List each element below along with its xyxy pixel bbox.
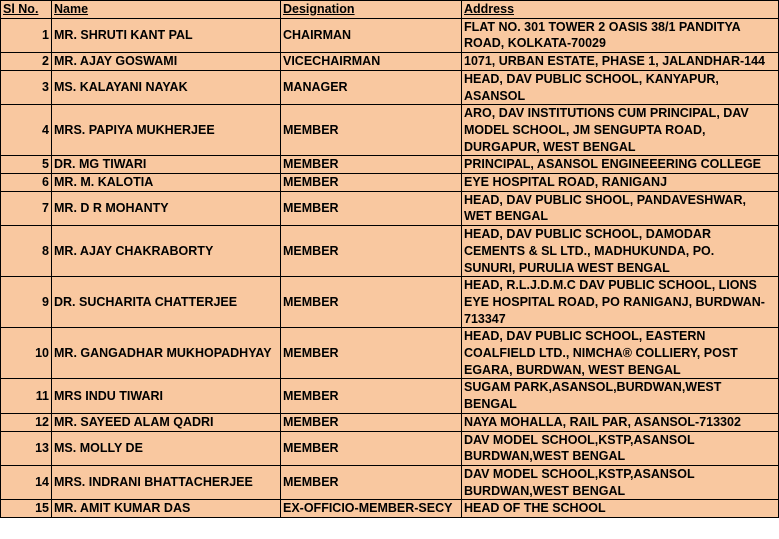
address-line: MODEL SCHOOL, JM SENGUPTA ROAD, bbox=[464, 122, 706, 137]
table-row bbox=[1, 18, 779, 52]
address-line: ARO, DAV INSTITUTIONS CUM PRINCIPAL, DAV bbox=[464, 106, 749, 121]
cell-address bbox=[462, 413, 779, 431]
cell-designation: MEMBER bbox=[281, 277, 462, 328]
cell-name: MR. AJAY GOSWAMI bbox=[52, 53, 281, 71]
address-line: ASANSOL bbox=[464, 88, 526, 103]
cell-sl-no: 3 bbox=[1, 70, 52, 104]
cell-address bbox=[462, 53, 779, 71]
table-row bbox=[1, 70, 779, 104]
address-line: WET BENGAL bbox=[464, 209, 549, 224]
address-line: BURDWAN,WEST BENGAL bbox=[464, 449, 626, 464]
table-row bbox=[1, 328, 779, 379]
address-line: 1071, URBAN ESTATE, PHASE 1, JALANDHAR-144 bbox=[464, 54, 765, 69]
table-row bbox=[1, 191, 779, 225]
table-row bbox=[1, 431, 779, 465]
address-line: HEAD, DAV PUBLIC SCHOOL, EASTERN bbox=[464, 329, 706, 344]
cell-name: DR. SUCHARITA CHATTERJEE bbox=[52, 277, 281, 328]
cell-address bbox=[462, 500, 779, 518]
address-line: PRINCIPAL, ASANSOL ENGINEEERING COLLEGE bbox=[464, 157, 762, 172]
table-body bbox=[1, 18, 779, 517]
cell-name: DR. MG TIWARI bbox=[52, 156, 281, 174]
cell-address bbox=[462, 70, 779, 104]
cell-sl-no: 4 bbox=[1, 105, 52, 156]
cell-designation: MEMBER bbox=[281, 191, 462, 225]
address-line: SUNURI, PURULIA WEST BENGAL bbox=[464, 260, 670, 275]
table-row bbox=[1, 277, 779, 328]
cell-designation: MEMBER bbox=[281, 226, 462, 277]
cell-name: MRS INDU TIWARI bbox=[52, 379, 281, 413]
cell-name: MS. KALAYANI NAYAK bbox=[52, 70, 281, 104]
cell-sl-no: 14 bbox=[1, 465, 52, 499]
cell-name: MR. SHRUTI KANT PAL bbox=[52, 18, 281, 52]
cell-sl-no: 10 bbox=[1, 328, 52, 379]
cell-address bbox=[462, 277, 779, 328]
cell-address bbox=[462, 431, 779, 465]
cell-sl-no: 15 bbox=[1, 500, 52, 518]
cell-name: MR. AJAY CHAKRABORTY bbox=[52, 226, 281, 277]
cell-designation: MANAGER bbox=[281, 70, 462, 104]
cell-designation: EX-OFFICIO-MEMBER-SECY bbox=[281, 500, 462, 518]
cell-sl-no: 6 bbox=[1, 174, 52, 192]
table-row bbox=[1, 226, 779, 277]
cell-address bbox=[462, 328, 779, 379]
address-line: NAYA MOHALLA, RAIL PAR, ASANSOL-713302 bbox=[464, 414, 741, 429]
cell-designation: MEMBER bbox=[281, 379, 462, 413]
cell-address bbox=[462, 226, 779, 277]
cell-sl-no: 2 bbox=[1, 53, 52, 71]
cell-designation: MEMBER bbox=[281, 431, 462, 465]
cell-designation: MEMBER bbox=[281, 465, 462, 499]
cell-designation: MEMBER bbox=[281, 174, 462, 192]
table-row bbox=[1, 174, 779, 192]
address-line: DURGAPUR, WEST BENGAL bbox=[464, 139, 636, 154]
header-row bbox=[1, 1, 779, 19]
cell-address bbox=[462, 18, 779, 52]
table-row bbox=[1, 379, 779, 413]
cell-sl-no: 12 bbox=[1, 413, 52, 431]
address-line: HEAD, R.L.J.D.M.C DAV PUBLIC SCHOOL, LIONS bbox=[464, 278, 757, 293]
address-line: FLAT NO. 301 TOWER 2 OASIS 38/1 PANDITYA bbox=[464, 19, 741, 34]
address-line: COALFIELD LTD., NIMCHA® COLLIERY, POST bbox=[464, 346, 738, 361]
cell-address bbox=[462, 379, 779, 413]
cell-designation: VICECHAIRMAN bbox=[281, 53, 462, 71]
cell-sl-no: 11 bbox=[1, 379, 52, 413]
cell-designation: MEMBER bbox=[281, 156, 462, 174]
table-row bbox=[1, 413, 779, 431]
cell-name: MR. GANGADHAR MUKHOPADHYAY bbox=[52, 328, 281, 379]
cell-name: MRS. PAPIYA MUKHERJEE bbox=[52, 105, 281, 156]
header-designation: Designation bbox=[281, 1, 462, 19]
address-line: EYE HOSPITAL ROAD, PO RANIGANJ, BURDWAN- bbox=[464, 294, 765, 309]
table-row bbox=[1, 53, 779, 71]
cell-name: MR. AMIT KUMAR DAS bbox=[52, 500, 281, 518]
cell-address bbox=[462, 174, 779, 192]
cell-designation: MEMBER bbox=[281, 413, 462, 431]
table-row bbox=[1, 156, 779, 174]
cell-address bbox=[462, 191, 779, 225]
address-line: SUGAM PARK,ASANSOL,BURDWAN,WEST bbox=[464, 380, 722, 395]
header-name: Name bbox=[52, 1, 281, 19]
cell-address bbox=[462, 156, 779, 174]
address-line: DAV MODEL SCHOOL,KSTP,ASANSOL bbox=[464, 432, 695, 447]
cell-sl-no: 8 bbox=[1, 226, 52, 277]
table-row bbox=[1, 500, 779, 518]
cell-name: MR. SAYEED ALAM QADRI bbox=[52, 413, 281, 431]
address-line: CEMENTS & SL LTD., MADHUKUNDA, PO. bbox=[464, 243, 715, 258]
cell-address bbox=[462, 465, 779, 499]
header-sl-no: Sl No. bbox=[1, 1, 52, 19]
table-row bbox=[1, 465, 779, 499]
cell-designation: CHAIRMAN bbox=[281, 18, 462, 52]
address-line: HEAD OF THE SCHOOL bbox=[464, 501, 606, 516]
cell-designation: MEMBER bbox=[281, 105, 462, 156]
address-line: HEAD, DAV PUBLIC SCHOOL, DAMODAR bbox=[464, 227, 711, 242]
address-line: EYE HOSPITAL ROAD, RANIGANJ bbox=[464, 175, 668, 190]
cell-name: MR. M. KALOTIA bbox=[52, 174, 281, 192]
address-line: HEAD, DAV PUBLIC SCHOOL, KANYAPUR, bbox=[464, 71, 719, 86]
cell-sl-no: 5 bbox=[1, 156, 52, 174]
cell-name: MS. MOLLY DE bbox=[52, 431, 281, 465]
address-line: ROAD, KOLKATA-70029 bbox=[464, 36, 606, 51]
cell-sl-no: 1 bbox=[1, 18, 52, 52]
cell-sl-no: 13 bbox=[1, 431, 52, 465]
cell-sl-no: 7 bbox=[1, 191, 52, 225]
address-line: HEAD, DAV PUBLIC SHOOL, PANDAVESHWAR, bbox=[464, 192, 746, 207]
address-line: DAV MODEL SCHOOL,KSTP,ASANSOL bbox=[464, 466, 695, 481]
address-line: 713347 bbox=[464, 311, 506, 326]
cell-name: MR. D R MOHANTY bbox=[52, 191, 281, 225]
cell-designation: MEMBER bbox=[281, 328, 462, 379]
table-row bbox=[1, 105, 779, 156]
cell-name: MRS. INDRANI BHATTACHERJEE bbox=[52, 465, 281, 499]
header-address: Address bbox=[462, 1, 779, 19]
cell-sl-no: 9 bbox=[1, 277, 52, 328]
address-line: BENGAL bbox=[464, 397, 517, 412]
address-line: BURDWAN,WEST BENGAL bbox=[464, 483, 626, 498]
address-line: EGARA, BURDWAN, WEST BENGAL bbox=[464, 362, 681, 377]
cell-address bbox=[462, 105, 779, 156]
